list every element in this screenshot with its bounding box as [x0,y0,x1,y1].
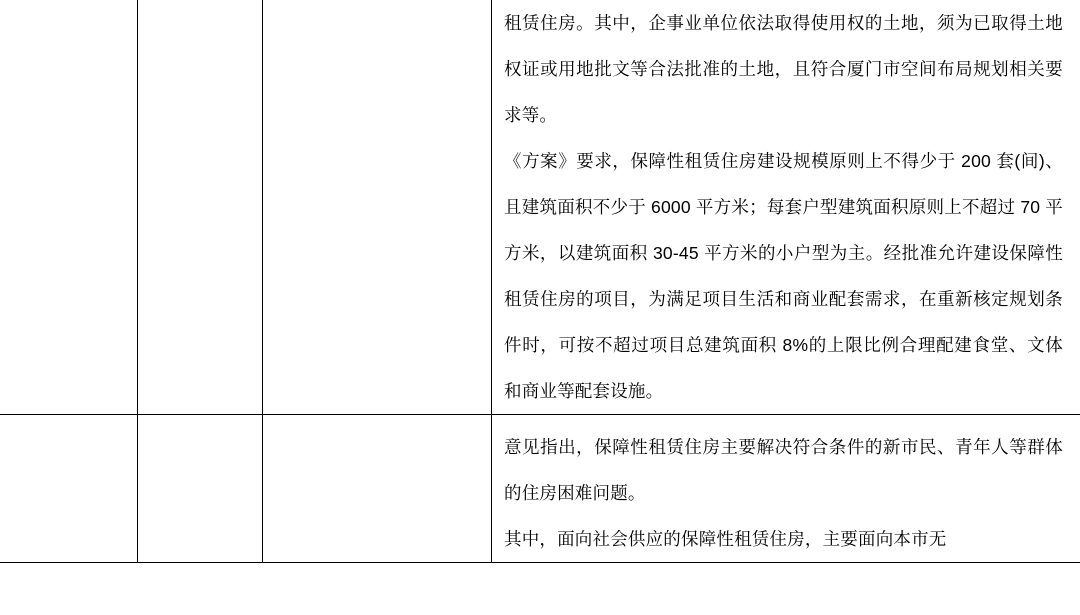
paragraph: 租赁住房。其中，企事业单位依法取得使用权的土地，须为已取得土地权证或用地批文等合法批准的土地，且符合厦门市空间布局规划相关要求等。 [504,13,1063,125]
table-cell-col3-row2 [263,415,492,563]
table-row [0,415,1080,563]
paragraph: 意见指出，保障性租赁住房主要解决符合条件的新市民、青年人等群体的住房困难问题。 [504,437,1063,503]
paragraph: 《方案》要求，保障性租赁住房建设规模原则上不得少于 200 套(间)、且建筑面积不少于 6000 平方米；每套户型建筑面积原则上不超过 70 平方米，以建筑面积 30-45 平方米的小户型为主。经批准允许建设保障性租赁住房的项目，为满足项目生活和商业配套需求，在重新核定规划条件时，可按不超过项目总建筑面积 8%的上限比例合理配建食堂、文体和商业等配套设施。 [504,151,1063,401]
table-cell-col2-row1 [138,0,263,415]
table-cell-col4-row1 [492,0,1080,415]
table-cell-col4-row2 [492,415,1080,563]
cell-text-block [492,415,1080,562]
table-cell-col2-row2 [138,415,263,563]
table-cell-col1-row1 [0,0,138,415]
table-cell-col1-row2 [0,415,138,563]
cell-text-block [492,0,1080,414]
table-cell-col3-row1 [263,0,492,415]
paragraph: 其中，面向社会供应的保障性租赁住房，主要面向本市无 [504,529,947,549]
